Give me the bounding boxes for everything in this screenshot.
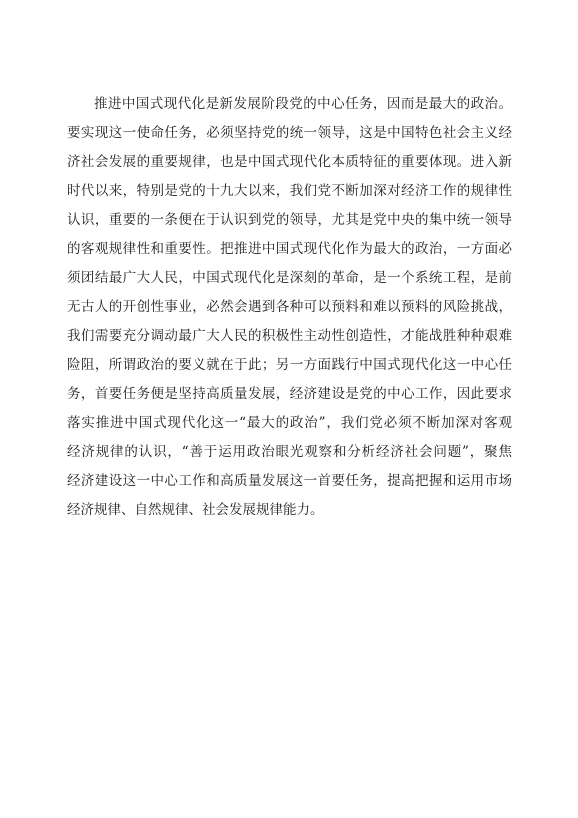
paragraph-line: 要实现这一使命任务，必须坚持党的统一领导，这是中国特色社会主义经 bbox=[67, 125, 512, 141]
paragraph-line: 认识，重要的一条便在于认识到党的领导，尤其是党中央的集中统一领导 bbox=[67, 212, 512, 228]
paragraph-line: 无古人的开创性事业，必然会遇到各种可以预料和难以预料的风险挑战， bbox=[67, 299, 512, 315]
paragraph-line: 推进中国式现代化是新发展阶段党的中心任务，因而是最大的政治。 bbox=[94, 96, 512, 112]
paragraph-line: 落实推进中国式现代化这一“最大的政治”，我们党必须不断加深对客观 bbox=[67, 415, 512, 431]
paragraph-line: 务，首要任务便是坚持高质量发展，经济建设是党的中心工作，因此要求 bbox=[67, 386, 512, 402]
paragraph-line: 经济规律的认识，“善于运用政治眼光观察和分析经济社会问题”，聚焦 bbox=[67, 444, 512, 460]
paragraph-line: 险阻，所谓政治的要义就在于此；另一方面践行中国式现代化这一中心任 bbox=[67, 357, 512, 373]
paragraph-line: 的客观规律性和重要性。把推进中国式现代化作为最大的政治，一方面必 bbox=[67, 241, 512, 257]
paragraph-line: 须团结最广大人民，中国式现代化是深刻的革命，是一个系统工程，是前 bbox=[67, 270, 512, 286]
paragraph-line: 我们需要充分调动最广大人民的积极性主动性创造性，才能战胜种种艰难 bbox=[67, 328, 512, 344]
paragraph-line: 济社会发展的重要规律，也是中国式现代化本质特征的重要体现。进入新 bbox=[67, 154, 512, 170]
paragraph-line: 经济规律、自然规律、社会发展规律能力。 bbox=[67, 502, 324, 518]
paragraph-line: 时代以来，特别是党的十九大以来，我们党不断加深对经济工作的规律性 bbox=[67, 183, 512, 199]
paragraph-line: 经济建设这一中心工作和高质量发展这一首要任务，提高把握和运用市场 bbox=[67, 473, 512, 489]
body-paragraph bbox=[67, 90, 512, 525]
